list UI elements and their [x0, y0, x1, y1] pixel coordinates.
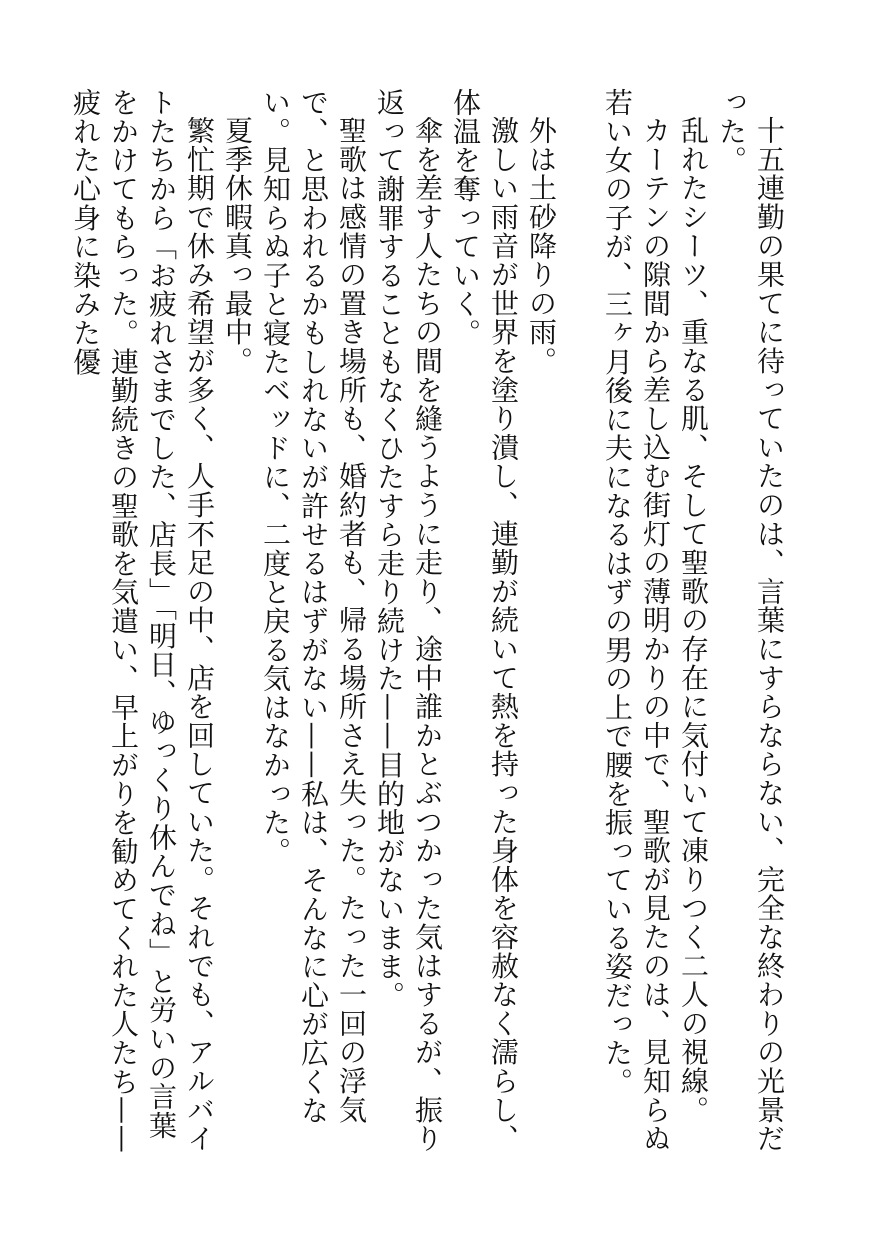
paragraph-5: 激しい雨音が世界を塗り潰し、連勤が続いて熱を持った身体を容赦なく濡らし、体温を奪っていく。: [449, 88, 520, 1153]
paragraph-7: 聖歌は感情の置き場所も、婚約者も、帰る場所さえ失った。たった一回の浮気で、と思われるかもしれないが許せるはずがない——私は、そんなに心が広くない。見知らぬ子と寝たベッドに、二度と戻る気はなかった。: [259, 88, 368, 1125]
paragraph-9: 繁忙期で休み希望が多く、人手不足の中、店を回していた。それでも、アルバイトたちから「お疲れさまでした、店長」「明日、ゆっくり休んでね」と労いの言葉をかけてもらった。連勤続きの聖歌を気遣い、早上がりを勧めてくれた人たち——疲れた心身に染みた優: [69, 88, 216, 1154]
paragraph-3: カーテンの隙間から差し込む街灯の薄明かりの中で、聖歌が見たのは、見知らぬ若い女の子が、三ヶ月後に夫になるはずの男の上で腰を振っている姿だった。: [601, 88, 672, 1153]
novel-text-body: [66, 88, 788, 1160]
paragraph-4: 外は土砂降りの雨。: [525, 116, 558, 376]
paragraph-8: 夏季休暇真っ最中。: [221, 116, 254, 376]
paragraph-1: 十五連勤の果てに待っていたのは、言葉にすらならない、完全な終わりの光景だった。: [715, 88, 786, 1153]
paragraph-6: 傘を差す人たちの間を縫うように走り、途中誰かとぶつかった気はするが、振り返って謝罪することもなくひたすら走り続けた——目的地がないまま。: [373, 88, 444, 1153]
blank-line: [560, 88, 598, 1160]
paragraph-2: 乱れたシーツ、重なる肌、そして聖歌の存在に気付いて凍りつく二人の視線。: [677, 116, 710, 1124]
